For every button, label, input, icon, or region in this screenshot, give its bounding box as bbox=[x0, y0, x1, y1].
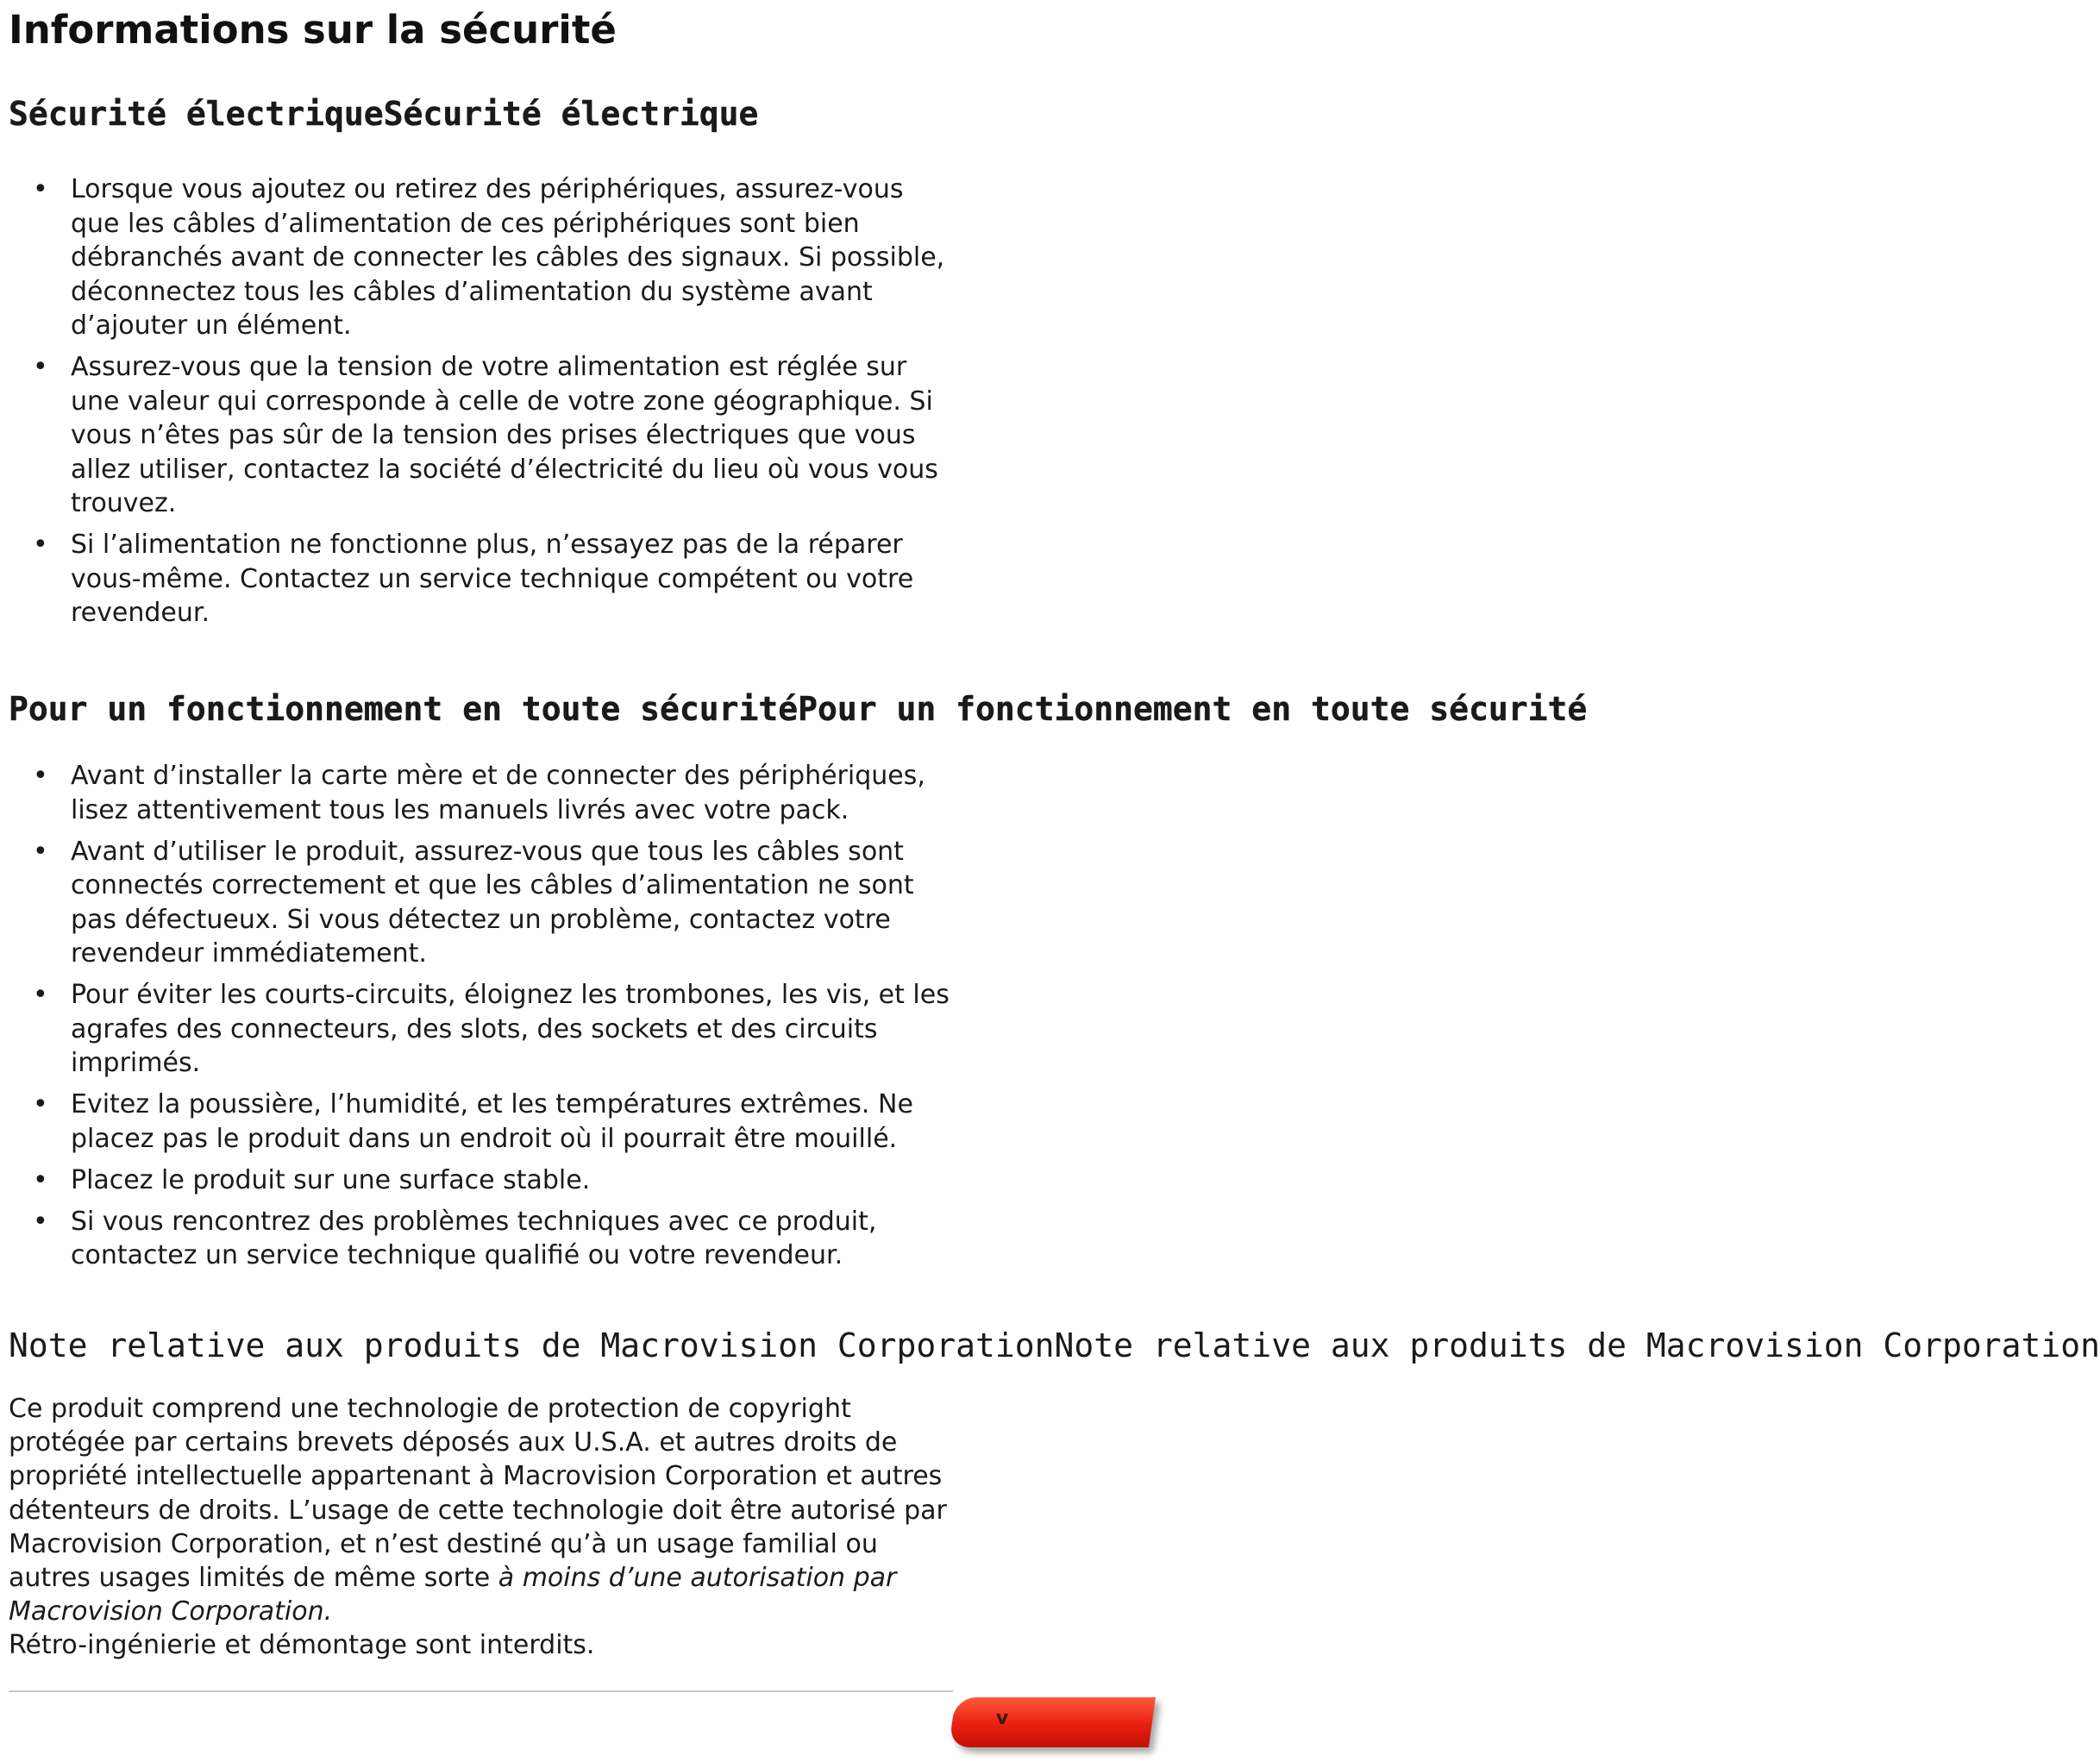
electrical-safety-heading: Sécurité électriqueSécurité électrique bbox=[9, 95, 759, 133]
list-item: • Assurez-vous que la tension de votre alimentation est réglée sur une valeur qui corresponde à celle de votre zone géographique. Si vous n’êtes pas sûr de la tension des prises électriques que vous allez utiliser, contactez la société d’électricité du lieu où vous vous trouvez. bbox=[33, 352, 938, 518]
bullet-icon: • bbox=[33, 174, 48, 204]
bullet-icon: • bbox=[33, 530, 48, 560]
list-item: • Evitez la poussière, l’humidité, et les températures extrêmes. Ne placez pas le produit dans un endroit où il pourrait être mouillé. bbox=[33, 1089, 913, 1154]
page-number: v bbox=[995, 1708, 1009, 1729]
bullet-icon: • bbox=[33, 1206, 48, 1237]
bullet-icon: • bbox=[33, 1164, 48, 1195]
bullet-icon: • bbox=[33, 980, 48, 1010]
macrovision-paragraph: Ce produit comprend une technologie de protection de copyright protégée par certains brevets déposés aux U.S.A. et autres droits de propriété intellectuelle appartenant à Macrovision Corporation et autres détenteurs de droits. L’usage de cette technologie doit être autorisé par Macrovision Corporation, et n’est destiné qu’à un usage familial ou autres usages limités de même sorte à moins d’une autorisation par Macrovision Corporation. Rétro-ingénierie et démontage sont interdits. bbox=[9, 1394, 947, 1661]
page-title: Informations sur la sécurité bbox=[9, 7, 617, 53]
bullet-icon: • bbox=[33, 836, 48, 867]
bullet-icon: • bbox=[33, 1089, 48, 1119]
list-item: • Pour éviter les courts-circuits, éloignez les trombones, les vis, et les agrafes des connecteurs, des slots, des sockets et des circuits imprimés. bbox=[33, 980, 950, 1078]
list-item: • Avant d’installer la carte mère et de connecter des périphériques, lisez attentivement tous les manuels livrés avec votre pack. bbox=[33, 761, 925, 825]
safe-operation-heading: Pour un fonctionnement en toute sécuritéPour un fonctionnement en toute sécurité bbox=[9, 690, 1588, 728]
list-item: • Si vous rencontrez des problèmes techniques avec ce produit, contactez un service technique qualifié ou votre revendeur. bbox=[33, 1206, 877, 1270]
bullet-icon: • bbox=[33, 352, 48, 382]
page-number-tab bbox=[949, 1697, 1156, 1747]
footer-divider bbox=[9, 1690, 953, 1692]
list-item: • Avant d’utiliser le produit, assurez-vous que tous les câbles sont connectés correctement et que les câbles d’alimentation ne sont pas défectueux. Si vous détectez un problème, contactez votre revendeur immédiatement. bbox=[33, 836, 914, 969]
macrovision-note-heading: Note relative aux produits de Macrovision CorporationNote relative aux produits de Macrovision Corporation bbox=[9, 1326, 2100, 1364]
safe-operation-list bbox=[9, 759, 957, 1280]
italic-clause: à moins d’une autorisation par Macrovision Corporation. bbox=[9, 1563, 897, 1627]
list-item: • Placez le produit sur une surface stable. bbox=[9, 1163, 957, 1198]
bullet-icon: • bbox=[33, 761, 48, 791]
list-item: • Lorsque vous ajoutez ou retirez des périphériques, assurez-vous que les câbles d’alimentation de ces périphériques sont bien débranchés avant de connecter les câbles des signaux. Si possible, déconnectez tous les câbles d’alimentation du système avant d’ajouter un élément. bbox=[33, 174, 945, 341]
list-item: • Si l’alimentation ne fonctionne plus, n’essayez pas de la réparer vous-même. Contactez un service technique compétent ou votre revendeur. bbox=[33, 530, 914, 628]
electrical-safety-list bbox=[9, 172, 957, 637]
